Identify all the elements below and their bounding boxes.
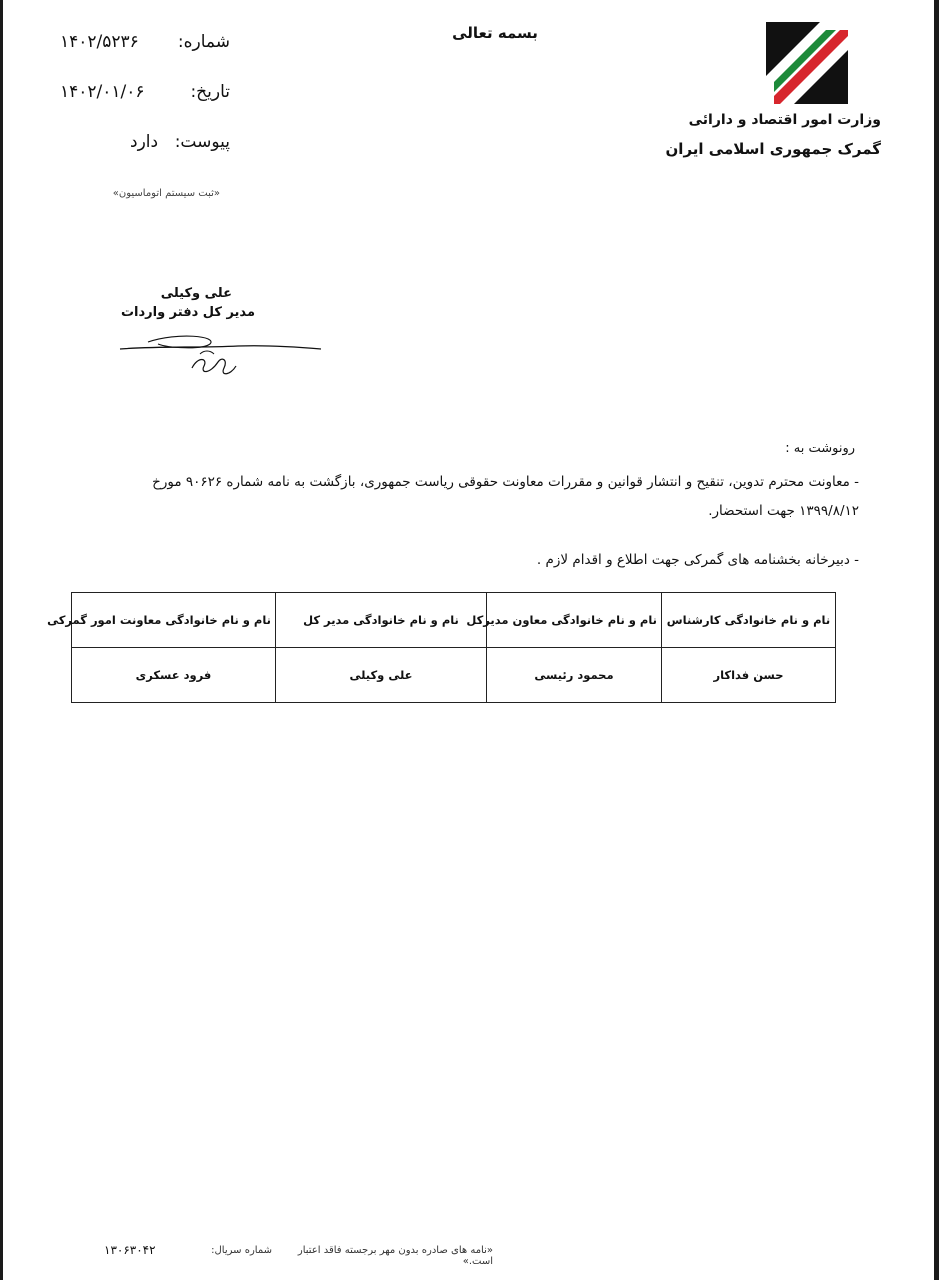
signatory-title: مدیر کل دفتر واردات: [120, 305, 255, 320]
copy-recipient-item: - معاونت محترم تدوین، تنقیح و انتشار قوانین و مقررات معاونت حقوقی ریاست جمهوری، بازگشت به نامه شماره ۹۰۶۲۶ مورخ ۱۳۹۹/۸/۱۲ جهت استحضار.: [152, 474, 859, 519]
table-cell: حسن فداکار: [662, 648, 836, 703]
letter-attachment-label: پیوست:: [174, 132, 230, 152]
customs-logo-icon: [764, 20, 850, 106]
table-header-row: [72, 593, 836, 648]
letter-date-label: تاریخ:: [190, 82, 230, 102]
signatory-name: علی وکیلی: [160, 286, 232, 301]
table-header-cell: نام و نام خانوادگی معاون مدیرکل: [487, 593, 662, 648]
letter-attachment-value: دارد: [130, 132, 159, 152]
table-header-cell: نام و نام خانوادگی کارشناس: [662, 593, 836, 648]
signature-table: [47, 592, 836, 703]
page-edge-right: [934, 0, 939, 1280]
table-header-cell: نام و نام خانوادگی مدیر کل: [276, 593, 487, 648]
serial-number-value: ۱۳۰۶۳۰۴۲: [104, 1243, 156, 1257]
letter-date-value: ۱۴۰۲/۰۱/۰۶: [60, 82, 145, 102]
letter-number-label: شماره:: [177, 32, 230, 52]
ministry-name: وزارت امور اقتصاد و دارائی: [688, 112, 881, 128]
handwritten-signature: [118, 322, 328, 382]
organization-name: گمرک جمهوری اسلامی ایران: [665, 140, 881, 158]
table-header-cell: نام و نام خانوادگی معاونت امور گمرکی: [72, 593, 276, 648]
letter-number-value: ۱۴۰۲/۵۲۳۶: [60, 32, 139, 52]
copies-heading: رونوشت به :: [785, 441, 855, 456]
table-cell: محمود رئیسی: [487, 648, 662, 703]
serial-number-label: شماره سریال:: [211, 1245, 272, 1256]
table-row: [72, 648, 836, 703]
bismillah-heading: بسمه تعالی: [452, 24, 538, 42]
page-edge-left: [0, 0, 3, 1280]
table-cell: علی وکیلی: [276, 648, 487, 703]
copy-recipient-item: - دبیرخانه بخشنامه های گمرکی جهت اطلاع و اقدام لازم .: [536, 552, 859, 568]
footer-validity-note: «نامه های صادره بدون مهر برجسته فاقد اعتبار است.»: [297, 1245, 493, 1267]
table-cell: فرود عسکری: [72, 648, 276, 703]
automation-registration-note: «ثبت سیستم اتوماسیون»: [112, 188, 220, 199]
